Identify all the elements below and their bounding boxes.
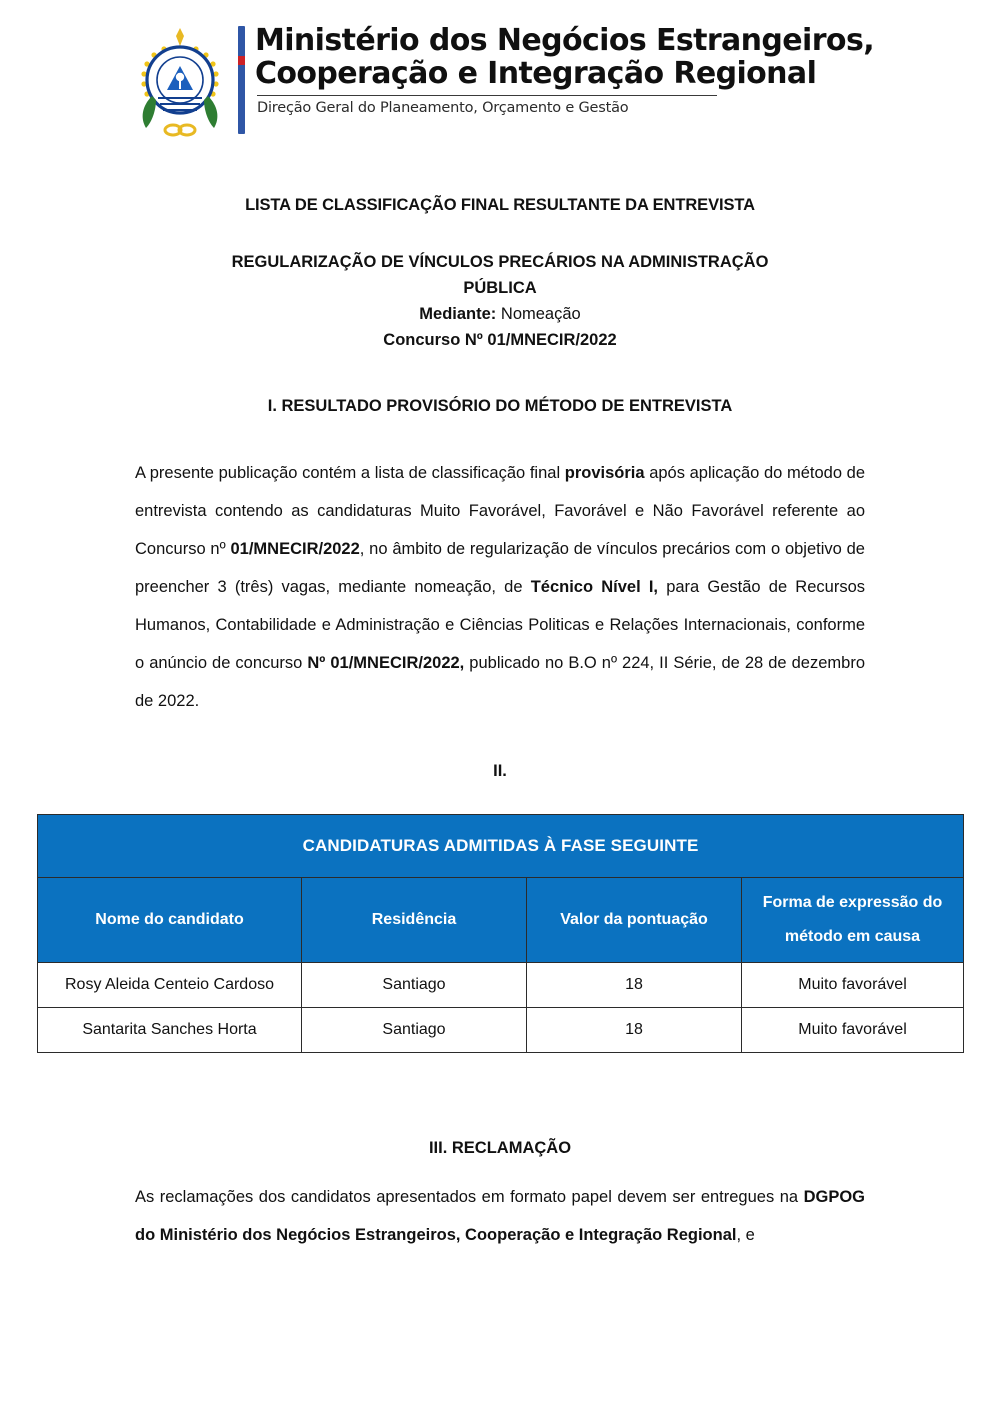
cape-verde-coat-of-arms-icon — [126, 22, 234, 140]
cell-residencia: Santiago — [302, 1008, 527, 1053]
subject-line-2: PÚBLICA — [463, 279, 537, 297]
section-ii-marker: II. — [493, 762, 507, 780]
subject-title — [135, 249, 865, 301]
para-part-g: para Gestão de Recursos Humanos, Contabilidade e Administração e Ciências Politicas e Relações Internacionais, conforme o anúncio de concurso — [135, 578, 865, 672]
column-header-expressao: Forma de expressão do método em causa — [742, 878, 964, 963]
table-header-row — [38, 878, 964, 963]
ministry-name-line-1: Ministério dos Negócios Estrangeiros, — [254, 23, 874, 58]
section-i-heading: I. RESULTADO PROVISÓRIO DO MÉTODO DE ENTREVISTA — [267, 397, 733, 415]
cell-nome: Rosy Aleida Centeio Cardoso — [38, 963, 302, 1008]
results-table-container — [37, 814, 963, 1053]
column-header-pontuacao: Valor da pontuação — [527, 878, 742, 963]
closing-part-a: As reclamações dos candidatos apresentados em formato papel devem ser entregues na — [135, 1188, 804, 1206]
mediante-value: Nomeação — [500, 305, 581, 323]
column-header-nome: Nome do candidato — [38, 878, 302, 963]
section-iii-paragraph — [135, 1178, 865, 1254]
ministry-branding — [255, 22, 874, 116]
ministry-name-line-2: Cooperação e Integração Regional — [254, 56, 817, 91]
department-name: Direção Geral do Planeamento, Orçamento e Gestão — [256, 100, 629, 116]
title-block — [135, 196, 865, 353]
cell-pontuacao: 18 — [527, 1008, 742, 1053]
branding-divider — [257, 95, 717, 96]
closing-part-c: , e — [736, 1226, 755, 1244]
para-part-i: publicado no B.O nº 224, II Série, de 28 de dezembro de 2022. — [135, 654, 865, 710]
concurso-line — [135, 327, 865, 353]
concurso-number: Concurso Nº 01/MNECIR/2022 — [383, 331, 617, 349]
para-part-c: após aplicação do método de entrevista contendo as candidaturas Muito Favorável, Favorável e Não Favorável referente ao Concurso nº — [135, 464, 865, 558]
mediante-label: Mediante: — [419, 305, 497, 323]
results-table — [37, 814, 964, 1053]
document-body — [0, 196, 1000, 781]
table-row — [38, 963, 964, 1008]
para-part-f: Técnico Nível I, — [530, 578, 659, 596]
table-banner: CANDIDATURAS ADMITIDAS À FASE SEGUINTE — [38, 815, 964, 878]
cell-residencia: Santiago — [302, 963, 527, 1008]
brand-accent-bar — [238, 26, 245, 134]
cell-expressao: Muito favorável — [742, 963, 964, 1008]
table-row — [38, 1008, 964, 1053]
mediante-line — [135, 301, 865, 327]
section-iii-container — [0, 1139, 1000, 1254]
cell-expressao: Muito favorável — [742, 1008, 964, 1053]
para-part-d: 01/MNECIR/2022 — [230, 540, 360, 558]
table-banner-row — [38, 815, 964, 878]
closing-part-b: DGPOG do Ministério dos Negócios Estrangeiros, Cooperação e Integração Regional — [135, 1188, 865, 1244]
section-iii-heading: III. RECLAMAÇÃO — [428, 1139, 572, 1157]
subject-line-1: REGULARIZAÇÃO DE VÍNCULOS PRECÁRIOS NA ADMINISTRAÇÃO — [231, 253, 769, 271]
section-i-paragraph — [135, 454, 865, 720]
page-title: LISTA DE CLASSIFICAÇÃO FINAL RESULTANTE DA ENTREVISTA — [245, 196, 755, 214]
para-part-a: A presente publicação contém a lista de classificação final — [135, 464, 565, 482]
para-part-h: Nº 01/MNECIR/2022, — [307, 654, 465, 672]
para-part-e: , no âmbito de regularização de vínculos precários com o objetivo de preencher 3 (três) vagas, mediante nomeação, de — [135, 540, 865, 596]
letterhead — [0, 0, 1000, 140]
cell-nome: Santarita Sanches Horta — [38, 1008, 302, 1053]
para-part-b: provisória — [564, 464, 645, 482]
column-header-residencia: Residência — [302, 878, 527, 963]
cell-pontuacao: 18 — [527, 963, 742, 1008]
